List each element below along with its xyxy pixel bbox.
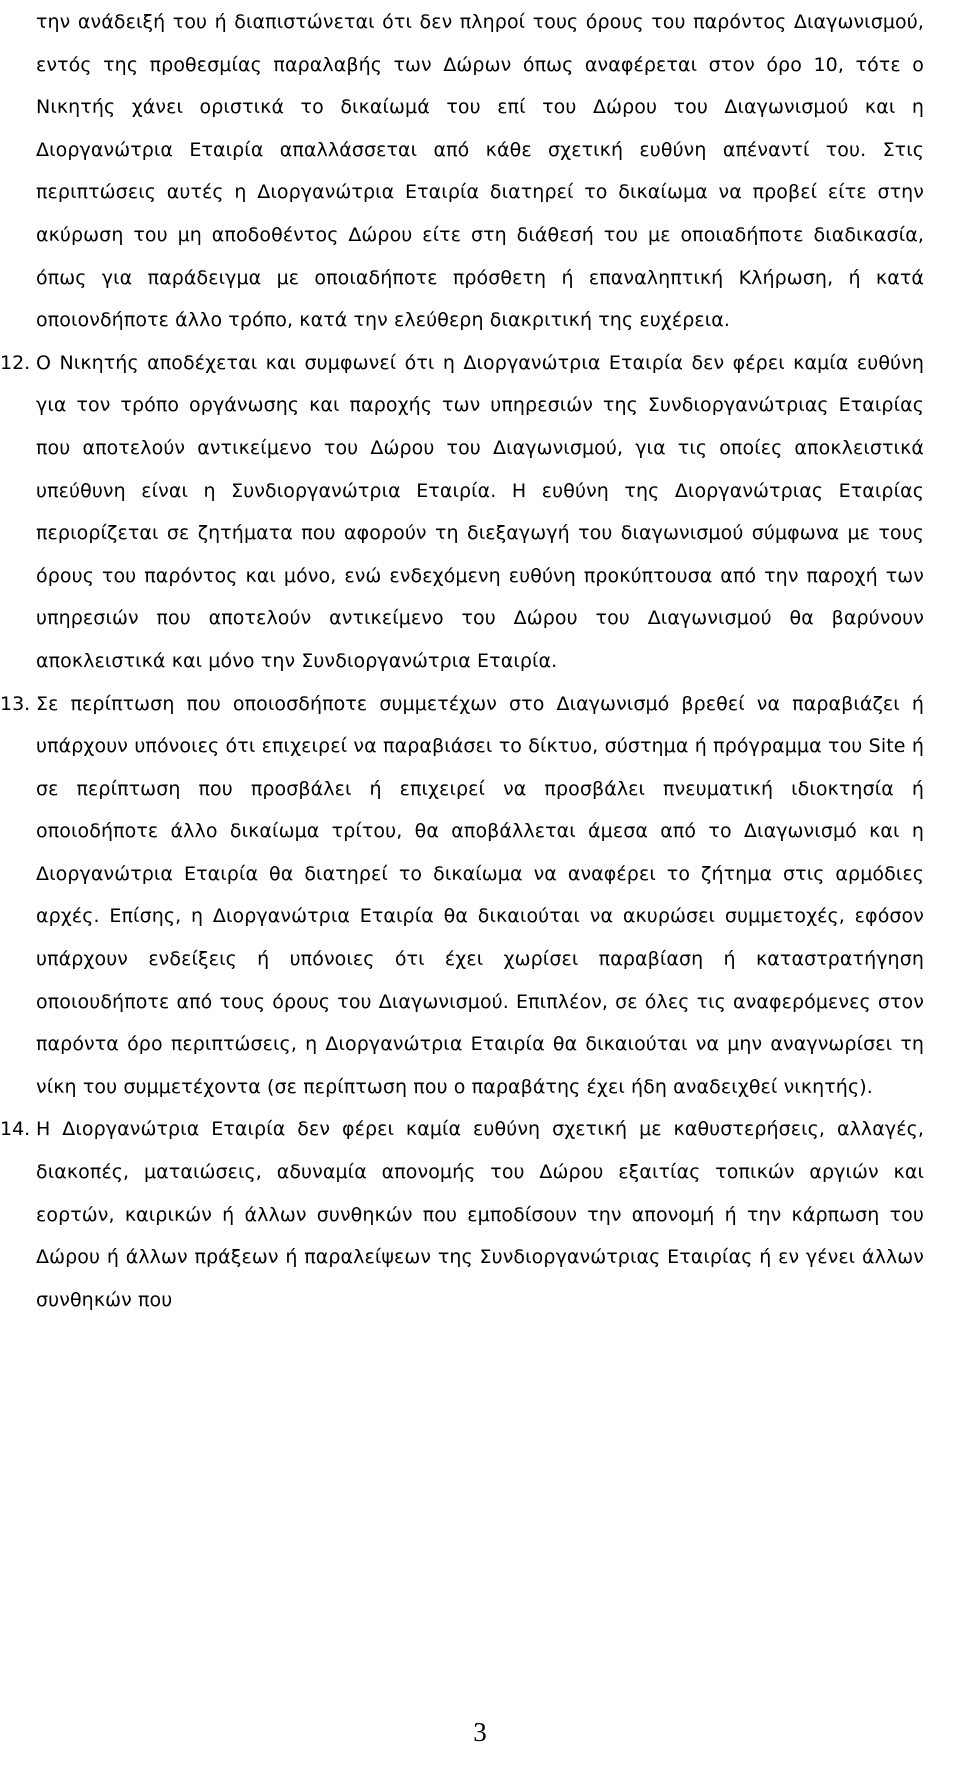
list-item-text: Σε περίπτωση που οποιοσδήποτε συμμετέχων στο Διαγωνισμό βρεθεί να παραβιάζει ή υπάρχουν υπόνοιες ότι επιχειρεί να παραβιάσει το δίκτυο, σύστημα ή πρόγραμμα του Site ή σε περίπτωση που προσβάλει ή επιχειρεί να προσβάλει πνευματική ιδιοκτησία ή οποιοδήποτε άλλο δικαίωμα τρίτου, θα αποβάλλεται άμεσα από το Διαγωνισμό και η Διοργανώτρια Εταιρία θα διατηρεί το δικαίωμα να αναφέρει το ζήτημα στις αρμόδιες αρχές. Επίσης, η Διοργανώτρια Εταιρία θα δικαιούται να ακυρώσει συμμετοχές, εφόσον υπάρχουν ενδείξεις ή υπόνοιες ότι έχει χωρίσει παραβίαση ή καταστρατήγηση οποιουδήποτε από τους όρους του Διαγωνισμού. Επιπλέον, σε όλες τις αναφερόμενες στον παρόντα όρο περιπτώσεις, η Διοργανώτρια Εταιρία θα δικαιούται να μην αναγνωρίσει τη νίκη του συμμετέχοντα (σε περίπτωση που ο παραβάτης έχει ήδη αναδειχθεί νικητής). xyxy=(36,692,924,1098)
list-item-text: Η Διοργανώτρια Εταιρία δεν φέρει καμία ευθύνη σχετική με καθυστερήσεις, αλλαγές, διακοπές, ματαιώσεις, αδυναμία απονομής του Δώρου εξαιτίας τοπικών αργιών και εορτών, καιρικών ή άλλων συνθηκών που εμποδίσουν την απονομή ή την κάρπωση του Δώρου ή άλλων πράξεων ή παραλείψεων της Συνδιοργανώτριας Εταιρίας ή εν γένει άλλων συνθηκών που xyxy=(36,1118,924,1311)
list-item-14: 14. Η Διοργανώτρια Εταιρία δεν φέρει καμία ευθύνη σχετική με καθυστερήσεις, αλλαγές, διακοπές, ματαιώσεις, αδυναμία απονομής του Δώρου εξαιτίας τοπικών αργιών και εορτών, καιρικών ή άλλων συνθηκών που εμποδίσουν την απονομή ή την κάρπωση του Δώρου ή άλλων πράξεων ή παραλείψεων της Συνδιοργανώτριας Εταιρίας ή εν γένει άλλων συνθηκών που xyxy=(36,1108,924,1321)
page-number: 3 xyxy=(473,1717,487,1747)
list-item-text: Ο Νικητής αποδέχεται και συμφωνεί ότι η Διοργανώτρια Εταιρία δεν φέρει καμία ευθύνη για τον τρόπο οργάνωσης και παροχής των υπηρεσιών της Συνδιοργανώτριας Εταιρίας που αποτελούν αντικείμενο του Δώρου του Διαγωνισμού, για τις οποίες αποκλειστικά υπεύθυνη είναι η Συνδιοργανώτρια Εταιρία. Η ευθύνη της Διοργανώτριας Εταιρίας περιορίζεται σε ζητήματα που αφορούν τη διεξαγωγή του διαγωνισμού σύμφωνα με τους όρους του παρόντος και μόνο, ενώ ενδεχόμενη ευθύνη προκύπτουσα από την παροχή των υπηρεσιών που αποτελούν αντικείμενο του Δώρου του Διαγωνισμού θα βαρύνουν αποκλειστικά και μόνο την Συνδιοργανώτρια Εταιρία. xyxy=(36,351,924,672)
list-item-13: 13. Σε περίπτωση που οποιοσδήποτε συμμετέχων στο Διαγωνισμό βρεθεί να παραβιάζει ή υπάρχουν υπόνοιες ότι επιχειρεί να παραβιάσει το δίκτυο, σύστημα ή πρόγραμμα του Site ή σε περίπτωση που προσβάλει ή επιχειρεί να προσβάλει πνευματική ιδιοκτησία ή οποιοδήποτε άλλο δικαίωμα τρίτου, θα αποβάλλεται άμεσα από το Διαγωνισμό και η Διοργανώτρια Εταιρία θα διατηρεί το δικαίωμα να αναφέρει το ζήτημα στις αρμόδιες αρχές. Επίσης, η Διοργανώτρια Εταιρία θα δικαιούται να ακυρώσει συμμετοχές, εφόσον υπάρχουν ενδείξεις ή υπόνοιες ότι έχει χωρίσει παραβίαση ή καταστρατήγηση οποιουδήποτε από τους όρους του Διαγωνισμού. Επιπλέον, σε όλες τις αναφερόμενες στον παρόντα όρο περιπτώσεις, η Διοργανώτρια Εταιρία θα δικαιούται να μην αναγνωρίσει τη νίκη του συμμετέχοντα (σε περίπτωση που ο παραβάτης έχει ήδη αναδειχθεί νικητής). xyxy=(36,683,924,1109)
intro-paragraph: την ανάδειξή του ή διαπιστώνεται ότι δεν πληροί τους όρους του παρόντος Διαγωνισμού, εντός της προθεσμίας παραλαβής των Δώρων όπως αναφέρεται στον όρο 10, τότε ο Νικητής χάνει οριστικά το δικαίωμά του επί του Δώρου του Διαγωνισμού και η Διοργανώτρια Εταιρία απαλλάσσεται από κάθε σχετική ευθύνη απέναντί του. Στις περιπτώσεις αυτές η Διοργανώτρια Εταιρία διατηρεί το δικαίωμα να προβεί είτε στην ακύρωση του μη αποδοθέντος Δώρου είτε στη διάθεσή του με οποιαδήποτε διαδικασία, όπως για παράδειγμα με οποιαδήποτε πρόσθετη ή επαναληπτική Κλήρωση, ή κατά οποιονδήποτε άλλο τρόπο, κατά την ελεύθερη διακριτική της ευχέρεια. xyxy=(36,11,924,332)
list-item-12: 12. Ο Νικητής αποδέχεται και συμφωνεί ότι η Διοργανώτρια Εταιρία δεν φέρει καμία ευθύνη για τον τρόπο οργάνωσης και παροχής των υπηρεσιών της Συνδιοργανώτριας Εταιρίας που αποτελούν αντικείμενο του Δώρου του Διαγωνισμού, για τις οποίες αποκλειστικά υπεύθυνη είναι η Συνδιοργανώτρια Εταιρία. Η ευθύνη της Διοργανώτριας Εταιρίας περιορίζεται σε ζητήματα που αφορούν τη διεξαγωγή του διαγωνισμού σύμφωνα με τους όρους του παρόντος και μόνο, ενώ ενδεχόμενη ευθύνη προκύπτουσα από την παροχή των υπηρεσιών που αποτελούν αντικείμενο του Δώρου του Διαγωνισμού θα βαρύνουν αποκλειστικά και μόνο την Συνδιοργανώτρια Εταιρία. xyxy=(36,342,924,683)
